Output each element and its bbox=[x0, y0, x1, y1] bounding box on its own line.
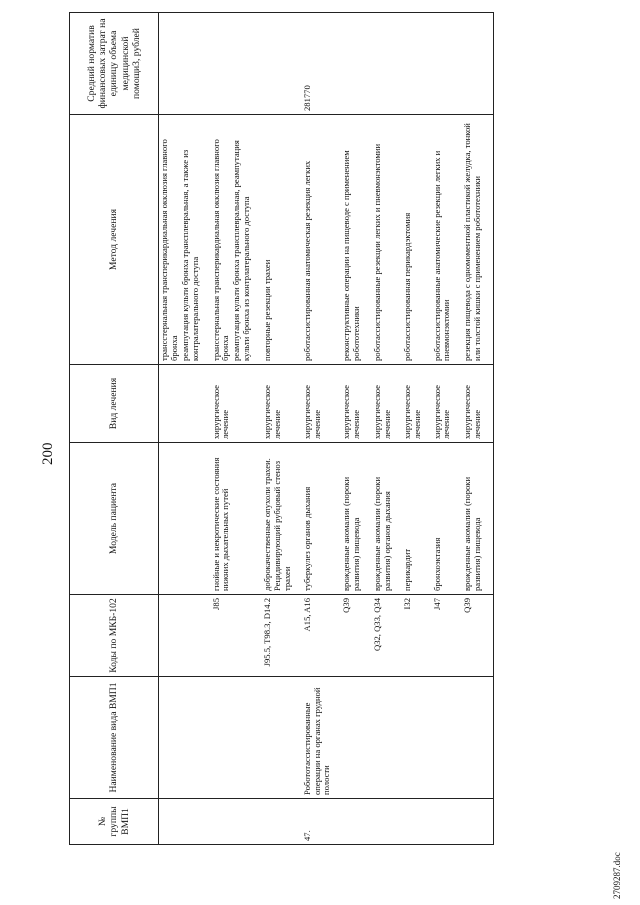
cell-type: хирургическое лечение bbox=[432, 365, 455, 443]
spacer-cell bbox=[485, 595, 494, 677]
cell-name bbox=[341, 677, 364, 799]
spacer-cell bbox=[424, 443, 432, 595]
row-spacer bbox=[485, 13, 494, 845]
cell-code: A15, A16 bbox=[302, 595, 334, 677]
cell-type: хирургическое лечение bbox=[262, 365, 294, 443]
cell-model: врожденные аномалии (пороки развития) пищевода bbox=[341, 443, 364, 595]
header-name: Наименование вида ВМП1 bbox=[70, 677, 159, 799]
spacer-cell bbox=[333, 443, 341, 595]
cell-cost bbox=[262, 13, 294, 115]
cell-model: врожденные аномалии (пороки развития) пищевода bbox=[462, 443, 485, 595]
table-row bbox=[211, 13, 255, 845]
row-spacer bbox=[294, 13, 302, 845]
table-body bbox=[159, 13, 494, 845]
spacer-cell bbox=[364, 443, 372, 595]
spacer-cell bbox=[294, 115, 302, 365]
spacer-cell bbox=[294, 365, 302, 443]
spacer-cell bbox=[333, 799, 341, 845]
spacer-cell bbox=[294, 799, 302, 845]
spacer-cell bbox=[294, 443, 302, 595]
cell-group bbox=[432, 799, 455, 845]
cell-group: 47. bbox=[302, 799, 334, 845]
spacer-cell bbox=[485, 115, 494, 365]
spacer-cell bbox=[454, 677, 462, 799]
spacer-cell bbox=[394, 677, 402, 799]
spacer-cell bbox=[203, 677, 211, 799]
spacer-cell bbox=[254, 677, 262, 799]
cell-cost bbox=[462, 13, 485, 115]
cell-code: J47 bbox=[432, 595, 455, 677]
spacer-cell bbox=[454, 443, 462, 595]
method-item: реампутация культи бронха трансплевральная, реампутация культи бронха из контрлатерального доступа bbox=[231, 140, 252, 361]
spacer-cell bbox=[364, 115, 372, 365]
cell-model bbox=[159, 443, 203, 595]
spacer-cell bbox=[424, 799, 432, 845]
row-spacer bbox=[254, 13, 262, 845]
cell-name bbox=[262, 677, 294, 799]
cell-group bbox=[341, 799, 364, 845]
spacer-cell bbox=[424, 365, 432, 443]
spacer-cell bbox=[424, 595, 432, 677]
row-spacer bbox=[454, 13, 462, 845]
row-spacer bbox=[364, 13, 372, 845]
cell-type: хирургическое лечение bbox=[302, 365, 334, 443]
cell-method bbox=[432, 115, 455, 365]
cell-type: хирургическое лечение bbox=[211, 365, 255, 443]
cell-group bbox=[372, 799, 394, 845]
spacer-cell bbox=[394, 799, 402, 845]
spacer-cell bbox=[454, 595, 462, 677]
spacer-cell bbox=[454, 365, 462, 443]
cell-name bbox=[432, 677, 455, 799]
page-number: 200 bbox=[40, 442, 56, 465]
spacer-cell bbox=[364, 365, 372, 443]
row-spacer bbox=[394, 13, 402, 845]
cell-name bbox=[211, 677, 255, 799]
cell-name bbox=[462, 677, 485, 799]
method-item: резекция пищевода с одномоментной пластикой желудка, тонкой или толстой кишки с применением робототехники bbox=[462, 123, 483, 361]
spacer-cell bbox=[394, 365, 402, 443]
cell-cost: 281770 bbox=[302, 13, 334, 115]
spacer-cell bbox=[254, 115, 262, 365]
cell-cost bbox=[402, 13, 424, 115]
table-header-row bbox=[70, 13, 159, 845]
method-item: трансстернальная трансперикардиальная окклюзия главного бронха bbox=[210, 139, 231, 361]
spacer-cell bbox=[203, 115, 211, 365]
spacer-cell bbox=[333, 677, 341, 799]
cell-model: перикардит bbox=[402, 443, 424, 595]
cell-method bbox=[462, 115, 485, 365]
spacer-cell bbox=[254, 595, 262, 677]
row-spacer bbox=[424, 13, 432, 845]
cell-name: Робототассистированные операции на органах грудной полости bbox=[302, 677, 334, 799]
cell-type: хирургическое лечение bbox=[402, 365, 424, 443]
spacer-cell bbox=[485, 677, 494, 799]
spacer-cell bbox=[394, 595, 402, 677]
cell-method bbox=[372, 115, 394, 365]
spacer-cell bbox=[333, 115, 341, 365]
cell-method bbox=[159, 115, 203, 365]
cell-method bbox=[211, 115, 255, 365]
spacer-cell bbox=[294, 13, 302, 115]
table-row bbox=[302, 13, 334, 845]
spacer-cell bbox=[203, 443, 211, 595]
table-row bbox=[462, 13, 485, 845]
table-row bbox=[372, 13, 394, 845]
spacer-cell bbox=[203, 365, 211, 443]
spacer-cell bbox=[424, 115, 432, 365]
table-row bbox=[402, 13, 424, 845]
cell-model: бронхоэктазия bbox=[432, 443, 455, 595]
cell-cost bbox=[341, 13, 364, 115]
table-row bbox=[159, 13, 203, 845]
spacer-cell bbox=[454, 13, 462, 115]
cell-code: J95.5, T98.3, D14.2 bbox=[262, 595, 294, 677]
spacer-cell bbox=[364, 595, 372, 677]
spacer-cell bbox=[364, 799, 372, 845]
cell-type: хирургическое лечение bbox=[462, 365, 485, 443]
cell-group bbox=[211, 799, 255, 845]
method-item: реконструктивные операции на пищеводе с применением робототехники bbox=[341, 150, 362, 361]
header-group: № группы ВМП1 bbox=[70, 799, 159, 845]
spacer-cell bbox=[454, 799, 462, 845]
spacer-cell bbox=[333, 595, 341, 677]
cell-model: туберкулез органов дыхания bbox=[302, 443, 334, 595]
cell-code: Q39 bbox=[462, 595, 485, 677]
cell-method bbox=[262, 115, 294, 365]
spacer-cell bbox=[333, 365, 341, 443]
table-row bbox=[341, 13, 364, 845]
cell-code: I32 bbox=[402, 595, 424, 677]
method-item: реампутация культи бронха трансплевральная, а также из контралатерального доступа bbox=[179, 149, 200, 361]
cell-name bbox=[372, 677, 394, 799]
row-spacer bbox=[203, 13, 211, 845]
cell-type: хирургическое лечение bbox=[372, 365, 394, 443]
cell-method bbox=[341, 115, 364, 365]
spacer-cell bbox=[394, 443, 402, 595]
spacer-cell bbox=[485, 365, 494, 443]
spacer-cell bbox=[203, 13, 211, 115]
spacer-cell bbox=[485, 443, 494, 595]
spacer-cell bbox=[424, 13, 432, 115]
cell-code: Q32, Q33, Q34 bbox=[372, 595, 394, 677]
cell-type bbox=[159, 365, 203, 443]
header-cost: Средний норматив финансовых затрат на единицу объема медицинской помощи3, рублей bbox=[70, 13, 159, 115]
method-item: роботассистированные резекции легких и пневмонэктомии bbox=[372, 143, 382, 361]
cell-name bbox=[159, 677, 203, 799]
header-method: Метод лечения bbox=[70, 115, 159, 365]
method-item: роботассистированная перикардэктомия bbox=[401, 212, 412, 361]
cell-cost bbox=[211, 13, 255, 115]
cell-type: хирургическое лечение bbox=[341, 365, 364, 443]
cell-name bbox=[402, 677, 424, 799]
spacer-cell bbox=[364, 677, 372, 799]
cell-model: гнойные и некротические состояния нижних дыхательных путей bbox=[211, 443, 255, 595]
spacer-cell bbox=[364, 13, 372, 115]
header-type: Вид лечения bbox=[70, 365, 159, 443]
method-item: роботассистированные анатомические резекции легких и пневмонэктомии bbox=[431, 150, 452, 361]
cell-group bbox=[462, 799, 485, 845]
spacer-cell bbox=[203, 799, 211, 845]
spacer-cell bbox=[294, 595, 302, 677]
cell-model: доброкачественные опухоли трахеи. Рецидивирующий рубцовый стеноз трахеи bbox=[262, 443, 294, 595]
spacer-cell bbox=[485, 13, 494, 115]
spacer-cell bbox=[485, 799, 494, 845]
method-item: трансстернальная трансперикардиальная окклюзия главного бронха bbox=[159, 139, 179, 361]
cell-group bbox=[402, 799, 424, 845]
vmp-table bbox=[69, 12, 494, 845]
cell-group bbox=[262, 799, 294, 845]
header-model: Модель пациента bbox=[70, 443, 159, 595]
table-row bbox=[432, 13, 455, 845]
cell-model: врожденные аномалии (пороки развития) органов дыхания bbox=[372, 443, 394, 595]
spacer-cell bbox=[254, 365, 262, 443]
cell-code: J85 bbox=[211, 595, 255, 677]
spacer-cell bbox=[254, 443, 262, 595]
cell-method bbox=[402, 115, 424, 365]
spacer-cell bbox=[203, 595, 211, 677]
cell-code bbox=[159, 595, 203, 677]
method-item: повторные резекции трахеи bbox=[262, 259, 272, 361]
table-row bbox=[262, 13, 294, 845]
spacer-cell bbox=[394, 13, 402, 115]
spacer-cell bbox=[254, 13, 262, 115]
spacer-cell bbox=[294, 677, 302, 799]
spacer-cell bbox=[333, 13, 341, 115]
cell-group bbox=[159, 799, 203, 845]
spacer-cell bbox=[254, 799, 262, 845]
spacer-cell bbox=[394, 115, 402, 365]
cell-method bbox=[302, 115, 334, 365]
cell-cost bbox=[372, 13, 394, 115]
spacer-cell bbox=[424, 677, 432, 799]
cell-cost bbox=[159, 13, 203, 115]
cell-code: Q39 bbox=[341, 595, 364, 677]
footer-doc-name: 2709287.doc bbox=[612, 852, 622, 899]
header-codes: Коды по МКБ-102 bbox=[70, 595, 159, 677]
method-item: роботассистированная анатомическая резекция легких bbox=[301, 160, 312, 361]
cell-cost bbox=[432, 13, 455, 115]
spacer-cell bbox=[454, 115, 462, 365]
row-spacer bbox=[333, 13, 341, 845]
